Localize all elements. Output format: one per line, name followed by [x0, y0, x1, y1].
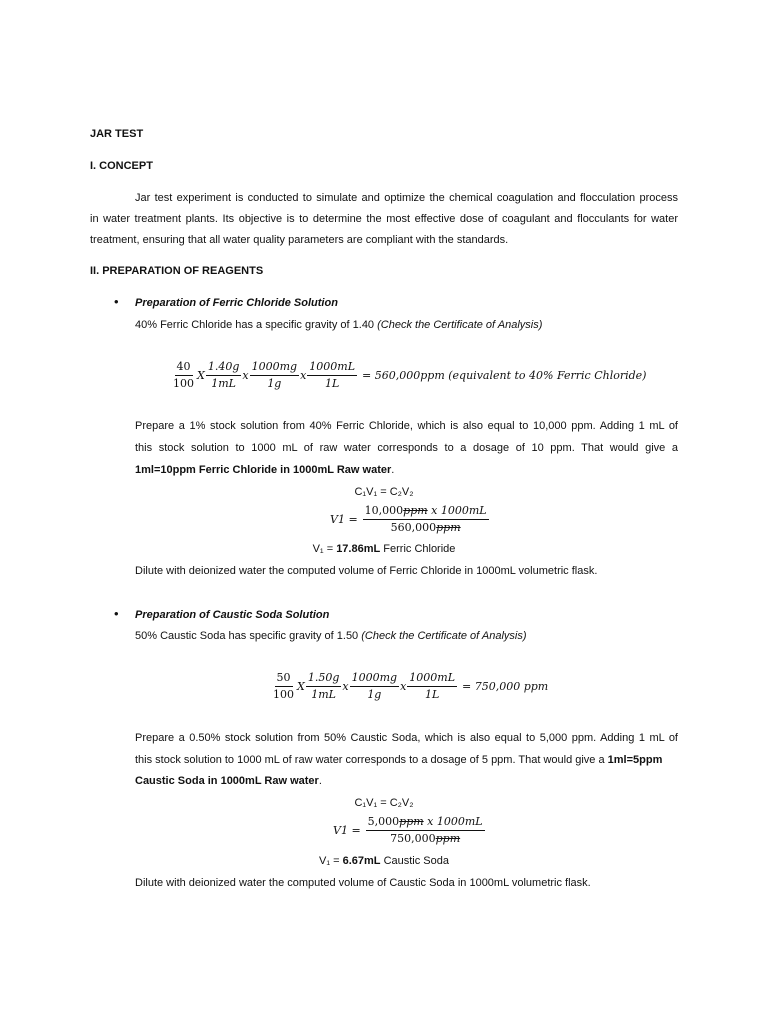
eq-numerator: 50 — [275, 671, 293, 687]
eq-denominator — [389, 520, 463, 535]
caustic-intro — [135, 630, 527, 642]
eq-denominator: 1g — [367, 688, 382, 701]
caustic-para-line-1: Prepare a 0.50% stock solution from 50% Caustic Soda, which is also equal to 5,000 ppm. Adding 1 mL of — [135, 732, 678, 744]
caustic-volume-result — [0, 855, 768, 867]
eq-denominator: 1g — [267, 377, 282, 390]
bullet-icon: • — [114, 606, 119, 621]
eq-num-tail: x 1000mL — [423, 815, 483, 828]
caustic-dosage-highlight-a: 1ml=5ppm — [607, 754, 663, 766]
eq-denominator: 100 — [173, 377, 194, 390]
ferric-intro — [135, 319, 542, 331]
ferric-dilution-formula: C₁V₁ = C₂V₂ — [354, 486, 414, 498]
eq-cancelled-unit: ppm — [399, 815, 424, 828]
ferric-volume-equation — [330, 504, 490, 535]
caustic-heading: Preparation of Caustic Soda Solution — [135, 609, 330, 621]
eq-denominator: 1L — [425, 688, 440, 701]
ferric-para-line-2: this stock solution to 1000 mL of raw water corresponds to a dosage of 10 ppm. That would give a — [135, 442, 678, 454]
caustic-intro-text: 50% Caustic Soda has specific gravity of 1.50 — [135, 630, 362, 642]
ferric-para-line-1: Prepare a 1% stock solution from 40% Ferric Chloride, which is also equal to 10,000 ppm. Adding 1 mL of — [135, 420, 678, 432]
eq-denominator: 100 — [273, 688, 294, 701]
ferric-para-end: . — [391, 464, 395, 476]
v1-value: 6.67mL — [342, 855, 381, 867]
v1-unit: Ferric Chloride — [380, 543, 456, 555]
section-heading-concept: I. CONCEPT — [90, 160, 153, 172]
caustic-dilution-formula: C₁V₁ = C₂V₂ — [354, 797, 414, 809]
eq-operator: x — [300, 369, 307, 382]
eq-numerator: 40 — [175, 360, 193, 376]
eq-denominator: 1mL — [311, 688, 336, 701]
ferric-volume-result — [0, 543, 768, 555]
ferric-intro-note: (Check the Certificate of Analysis) — [377, 319, 543, 331]
eq-numerator: 1000mL — [407, 671, 457, 687]
eq-cancelled-unit: ppm — [436, 521, 461, 534]
eq-denominator: 1L — [325, 377, 340, 390]
ferric-dilute-instruction: Dilute with deionized water the computed volume of Ferric Chloride in 1000mL volumetric flask. — [135, 565, 598, 577]
eq-cancelled-unit: ppm — [435, 832, 461, 845]
caustic-intro-note: (Check the Certificate of Analysis) — [361, 630, 527, 642]
ferric-dosage-highlight: 1ml=10ppm Ferric Chloride in 1000mL Raw water — [135, 464, 392, 476]
eq-numerator: 1000mg — [350, 671, 399, 687]
concept-line-1: Jar test experiment is conducted to simulate and optimize the chemical coagulation and flocculation process — [135, 192, 678, 204]
eq-operator: X — [297, 680, 305, 693]
caustic-volume-equation — [333, 815, 486, 846]
document-title: JAR TEST — [90, 128, 144, 140]
ferric-conversion-equation — [170, 360, 646, 391]
caustic-dosage-highlight-b: Caustic Soda in 1000mL Raw water — [135, 775, 319, 787]
eq-num-value: 5,000 — [367, 815, 400, 828]
caustic-conversion-equation — [270, 671, 548, 702]
concept-line-2: in water treatment plants. Its objective is to determine the most effective dose of coagulant and flocculants for water — [90, 213, 678, 225]
bullet-icon: • — [114, 294, 119, 309]
eq-result: = 560,000ppm (equivalent to 40% Ferric Chloride) — [362, 369, 647, 382]
eq-den-value: 750,000 — [390, 832, 436, 845]
eq-numerator: 1000mg — [250, 360, 299, 376]
eq-cancelled-unit: ppm — [403, 504, 428, 517]
eq-num-tail: x 1000mL — [427, 504, 487, 517]
eq-operator: x — [342, 680, 349, 693]
caustic-para-line-3 — [135, 775, 322, 787]
eq-numerator: 1.40g — [206, 360, 242, 376]
eq-result: = 750,000 ppm — [462, 680, 549, 693]
eq-lhs: V1 = — [333, 824, 361, 837]
eq-num-value: 10,000 — [364, 504, 404, 517]
caustic-para-text: this stock solution to 1000 mL of raw water corresponds to a dosage of 5 ppm. That would give a — [135, 754, 608, 766]
eq-numerator: 1000mL — [307, 360, 357, 376]
ferric-heading: Preparation of Ferric Chloride Solution — [135, 297, 338, 309]
eq-numerator — [363, 504, 489, 520]
eq-operator: X — [197, 369, 205, 382]
v1-value: 17.86mL — [336, 543, 381, 555]
eq-denominator — [388, 831, 462, 846]
caustic-dilute-instruction: Dilute with deionized water the computed volume of Caustic Soda in 1000mL volumetric flask. — [135, 877, 591, 889]
v1-label: V₁ = — [312, 543, 337, 555]
eq-operator: x — [242, 369, 249, 382]
v1-label: V₁ = — [319, 855, 343, 867]
eq-den-value: 560,000 — [390, 521, 437, 534]
eq-lhs: V1 = — [330, 513, 358, 526]
concept-line-3: treatment, ensuring that all water quality parameters are compliant with the standards. — [90, 234, 509, 246]
eq-operator: x — [400, 680, 407, 693]
ferric-para-line-3 — [135, 464, 394, 476]
eq-numerator — [366, 815, 485, 831]
eq-numerator: 1.50g — [306, 671, 342, 687]
section-heading-reagents: II. PREPARATION OF REAGENTS — [90, 265, 264, 277]
v1-unit: Caustic Soda — [380, 855, 449, 867]
caustic-para-line-2 — [135, 754, 662, 766]
eq-denominator: 1mL — [211, 377, 236, 390]
caustic-para-end: . — [318, 775, 322, 787]
ferric-intro-text: 40% Ferric Chloride has a specific gravity of 1.40 — [135, 319, 378, 331]
